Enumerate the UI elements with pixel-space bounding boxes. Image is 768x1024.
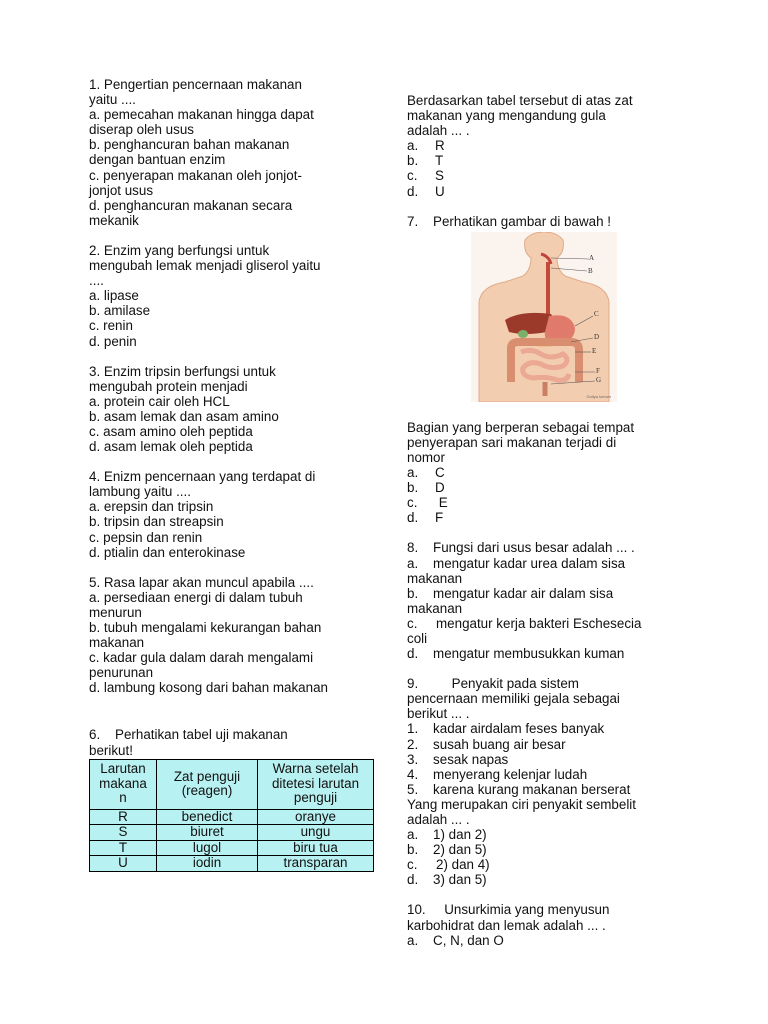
question-line: yaitu ....: [89, 92, 136, 108]
question-2: [89, 243, 374, 349]
answer-option: b. mengatur kadar air dalam sisa: [407, 585, 614, 601]
question-line: c. pepsin dan renin: [89, 529, 203, 545]
figure-label-b: B: [588, 266, 593, 275]
option-text: U: [435, 183, 445, 199]
digestive-system-figure: [471, 232, 617, 402]
question-line: c. asam amino oleh peptida: [89, 423, 253, 439]
header-line: makana: [99, 775, 147, 791]
option-letter: b.: [407, 153, 419, 169]
question-line: 8. Fungsi dari usus besar adalah ... .: [407, 540, 635, 556]
table-cell: U: [90, 856, 157, 872]
figure-label-c: C: [594, 309, 599, 318]
header-line: Warna setelah: [272, 761, 359, 777]
question-6-line: berikut!: [89, 742, 133, 758]
question-7-body: [407, 420, 697, 526]
figure-label-a: A: [589, 253, 595, 262]
option-text: F: [435, 510, 444, 526]
question-line: 3. sesak napas: [407, 751, 509, 767]
answer-option: [407, 495, 697, 510]
table-body: [90, 809, 374, 871]
table-cell: oranye: [258, 809, 374, 825]
question-line: b. asam lemak dan asam amino: [89, 408, 279, 424]
question-line: 1. Pengertian pencernaan makanan: [89, 77, 302, 92]
question-line: jonjot usus: [89, 182, 154, 198]
question-line: c. kadar gula dalam darah mengalami: [89, 650, 314, 666]
question-line: adalah ... .: [407, 812, 470, 827]
question-line: 2. susah buang air besar: [407, 736, 566, 752]
figure-credit: Gollya Icmom: [586, 393, 611, 399]
answer-option: c. mengatur kerja bakteri Eschesecia: [407, 615, 642, 631]
food-test-table: [89, 759, 374, 872]
option-text: C: [435, 465, 445, 481]
header-line: Zat penguji: [173, 768, 241, 784]
question-6-line: 6. Perhatikan tabel uji makanan: [89, 727, 288, 743]
question-line: makanan: [89, 635, 145, 651]
header-line: (reagen): [181, 783, 233, 799]
question-line: pencernaan memiliki gejala sebagai: [407, 691, 620, 707]
question-line: d. lambung kosong dari bahan makanan: [89, 680, 328, 696]
option-text: E: [435, 495, 448, 511]
question-line: Yang merupakan ciri penyakit sembelit: [407, 796, 636, 812]
question-6-continued: [407, 93, 697, 199]
question-line: makanan yang mengandung gula: [407, 108, 606, 124]
table-cell: benedict: [157, 809, 258, 825]
header-warna: [258, 759, 374, 809]
question-line: adalah ... .: [407, 123, 470, 139]
question-line: ....: [89, 273, 104, 289]
table-cell: T: [90, 840, 157, 856]
figure-label-f: F: [596, 366, 600, 375]
answer-option: coli: [407, 630, 428, 646]
question-line: 2. Enzim yang berfungsi untuk: [89, 242, 270, 258]
option-letter: a.: [407, 465, 419, 481]
answer-option: a. mengatur kadar urea dalam sisa: [407, 555, 626, 571]
answer-option: [407, 465, 697, 480]
question-line: c. penyerapan makanan oleh jonjot-: [89, 167, 302, 183]
option-text: D: [435, 480, 445, 496]
option-letter: d.: [407, 183, 419, 199]
question-line: Berdasarkan tabel tersebut di atas zat: [407, 93, 633, 108]
question-line: a. protein cair oleh HCL: [89, 393, 230, 409]
question-8: [407, 540, 697, 661]
question-line: lambung yaitu ....: [89, 484, 191, 500]
answer-option: [407, 184, 697, 199]
question-line: 3. Enzim tripsin berfungsi untuk: [89, 363, 276, 379]
table-cell: iodin: [157, 856, 258, 872]
header-line: n: [119, 790, 127, 806]
question-line: b. 2) dan 5): [407, 842, 487, 858]
question-line: c. 2) dan 4): [407, 857, 490, 873]
option-letter: a.: [407, 138, 419, 154]
question-line: d. asam lemak oleh peptida: [89, 439, 253, 455]
question-line: dengan bantuan enzim: [89, 152, 226, 168]
figure-label-e: E: [592, 346, 597, 355]
option-letter: c.: [407, 495, 418, 511]
option-text: R: [435, 138, 445, 154]
option-letter: c.: [407, 168, 418, 184]
table-row: [90, 825, 374, 841]
header-zat-penguji: [157, 759, 258, 809]
question-line: a. C, N, dan O: [407, 932, 504, 948]
table-cell: transparan: [258, 856, 374, 872]
table-cell: S: [90, 825, 157, 841]
question-3: [89, 364, 374, 455]
question-line: b. tripsin dan streapsin: [89, 514, 224, 530]
question-line: d. 3) dan 5): [407, 872, 487, 888]
left-questions: [89, 77, 374, 695]
answer-option: [407, 480, 697, 495]
question-line: 1. kadar airdalam feses banyak: [407, 721, 605, 737]
header-line: ditetesi larutan: [271, 775, 360, 791]
header-line: Larutan: [100, 761, 146, 777]
option-text: S: [435, 168, 444, 184]
question-line: a. erepsin dan tripsin: [89, 499, 214, 515]
question-line: diserap oleh usus: [89, 122, 194, 138]
question-line: mengubah lemak menjadi gliserol yaitu: [89, 258, 321, 274]
question-5: [89, 575, 374, 696]
question-7: [407, 214, 697, 229]
question-line: b. tubuh mengalami kekurangan bahan: [89, 620, 322, 635]
question-line: nomor: [407, 449, 445, 465]
question-10: [407, 902, 697, 947]
answer-option: d. mengatur membusukkan kuman: [407, 646, 625, 662]
figure-label-g: G: [596, 375, 602, 384]
question-line: 9. Penyakit pada sistem: [407, 676, 579, 692]
right-column: [407, 93, 697, 963]
option-letter: d.: [407, 510, 419, 526]
question-line: b. penghancuran bahan makanan: [89, 137, 290, 153]
question-1: [89, 77, 374, 228]
question-line: penyerapan sari makanan terjadi di: [407, 434, 617, 450]
question-7-prompt: 7. Perhatikan gambar di bawah !: [407, 213, 611, 229]
table-row: [90, 840, 374, 856]
question-line: d. ptialin dan enterokinase: [89, 544, 246, 560]
answer-option: [407, 168, 697, 183]
question-6: [89, 727, 374, 757]
answer-option: makanan: [407, 570, 463, 586]
option-text: T: [435, 153, 444, 169]
table-cell: lugol: [157, 840, 258, 856]
table-cell: biru tua: [258, 840, 374, 856]
table-row: [90, 809, 374, 825]
question-line: d. penghancuran makanan secara: [89, 197, 293, 213]
answer-option: [407, 138, 697, 153]
question-line: a. lipase: [89, 288, 139, 304]
question-line: b. amilase: [89, 303, 151, 319]
question-4: [89, 469, 374, 560]
question-line: a. 1) dan 2): [407, 827, 487, 843]
question-line: d. penin: [89, 333, 137, 349]
option-letter: b.: [407, 480, 419, 496]
table-header-row: [90, 759, 374, 809]
question-line: a. pemecahan makanan hingga dapat: [89, 107, 314, 123]
question-line: c. renin: [89, 318, 133, 334]
question-line: karbohidrat dan lemak adalah ... .: [407, 917, 606, 933]
header-larutan: [90, 759, 157, 809]
question-line: mekanik: [89, 212, 139, 228]
question-line: 4. menyerang kelenjar ludah: [407, 766, 588, 782]
question-line: menurun: [89, 604, 142, 620]
left-column: [89, 77, 374, 872]
table-cell: biuret: [157, 825, 258, 841]
question-line: a. persediaan energi di dalam tubuh: [89, 589, 303, 605]
table-cell: ungu: [258, 825, 374, 841]
question-line: 10. Unsurkimia yang menyusun: [407, 902, 610, 918]
answer-option: [407, 153, 697, 168]
question-line: 5. Rasa lapar akan muncul apabila ....: [89, 574, 314, 590]
question-line: 4. Enizm pencernaan yang terdapat di: [89, 469, 316, 485]
table-cell: R: [90, 809, 157, 825]
question-line: berikut ... .: [407, 706, 470, 722]
question-line: Bagian yang berperan sebagai tempat: [407, 419, 635, 435]
answer-option: makanan: [407, 600, 463, 616]
question-line: 5. karena kurang makanan berserat: [407, 781, 631, 797]
answer-option: [407, 510, 697, 525]
figure-label-d: D: [594, 332, 600, 341]
question-9: [407, 676, 697, 887]
table-row: [90, 856, 374, 872]
question-line: penurunan: [89, 665, 154, 681]
question-line: mengubah protein menjadi: [89, 378, 248, 394]
header-line: penguji: [293, 790, 338, 806]
